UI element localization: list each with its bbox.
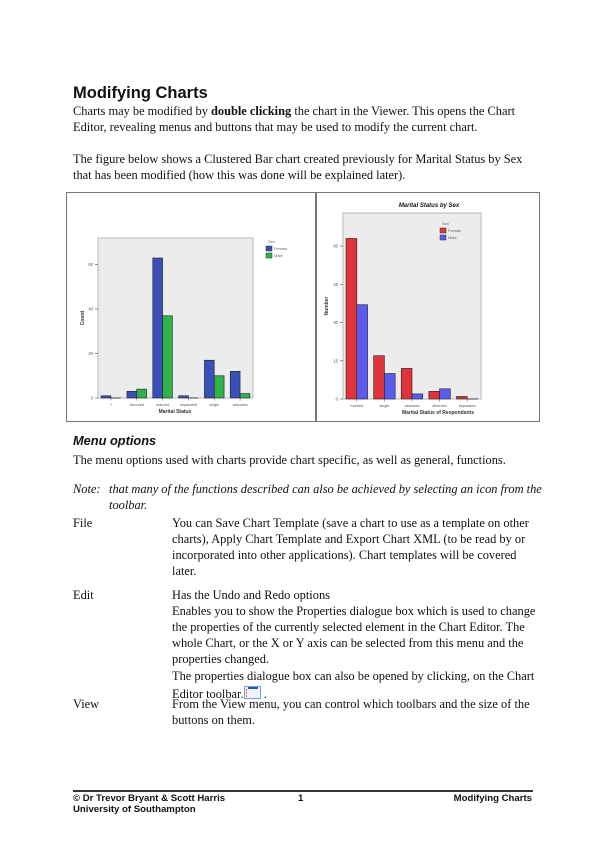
term-view: View: [73, 697, 100, 711]
bar-female-single: [204, 360, 214, 398]
intro-text-rest: the chart in the Viewer. This opens the Chart Editor, revealing menus and buttons that may be used to modify the current chart.: [73, 104, 516, 134]
legend-title: Sex: [442, 221, 449, 226]
x-tick-label: single: [379, 404, 390, 408]
y-axis-title: Count: [80, 310, 86, 326]
bar-male-divorced: [137, 389, 147, 398]
bar-male-single: [384, 374, 395, 399]
legend-swatch-female: [440, 228, 446, 233]
footer-copyright: © Dr Trevor Bryant & Scott Harris: [73, 793, 226, 804]
chart-title: Marital Status by Sex: [398, 203, 460, 209]
bar-female-divorced: [127, 391, 137, 398]
intro-paragraph-1: [73, 103, 543, 135]
footer-authors: [73, 793, 225, 815]
menu-options-heading: Menu options: [73, 433, 157, 448]
edit-trailing: .: [260, 687, 267, 701]
x-tick-label: divorced: [129, 403, 144, 407]
x-tick-label: married: [156, 403, 170, 407]
y-tick-label: 0: [335, 396, 338, 402]
bar-female-widowed: [230, 371, 240, 398]
legend-label-male: Male: [274, 253, 283, 259]
bar-male-widowed: [240, 394, 250, 398]
x-tick-label: widowed: [232, 403, 248, 407]
legend-swatch-male: [266, 253, 272, 258]
x-tick-label: married: [350, 404, 364, 408]
term-edit: Edit: [73, 588, 94, 602]
right-chart: [316, 193, 540, 420]
legend-label-female: Female: [448, 228, 462, 234]
footer-university: University of Southampton: [73, 804, 196, 815]
desc-view: From the View menu, you can control which toolbars and the size of the buttons on them.: [172, 697, 530, 727]
footer-rule: [73, 790, 533, 792]
bar-male-divorced: [440, 389, 451, 399]
y-tick-label: 0: [90, 395, 93, 401]
note-label: Note:: [73, 482, 101, 496]
x-axis-title: Marital Status: [158, 409, 192, 415]
bar-female-widowed: [401, 368, 412, 399]
intro-bold-text: double clicking: [211, 104, 292, 118]
bar-female-married: [153, 258, 163, 398]
legend-title: Sex: [268, 239, 275, 244]
x-tick-label: divorced: [432, 404, 447, 408]
bar-male-married: [163, 316, 173, 398]
edit-line-undo: Has the Undo and Redo options: [172, 588, 330, 602]
x-axis-title: Marital Status of Respondents: [402, 410, 474, 416]
bar-male-single: [214, 376, 224, 398]
left-chart: [67, 193, 314, 420]
page-title: Modifying Charts: [73, 84, 208, 102]
y-tick-label: 30: [333, 320, 338, 326]
desc-edit: [172, 587, 537, 703]
bar-female-married: [346, 238, 357, 399]
legend-label-male: Male: [448, 235, 457, 241]
bar-female-?: [101, 396, 111, 398]
x-tick-label: widowed: [404, 404, 420, 408]
y-tick-label: 60: [333, 243, 338, 249]
legend-label-female: Female: [274, 246, 288, 252]
y-tick-label: 45: [333, 281, 338, 287]
x-tick-label: single: [209, 403, 220, 407]
y-tick-label: 40: [88, 306, 93, 312]
menu-options-intro: The menu options used with charts provide chart specific, as well as general, functions.: [73, 453, 506, 467]
bar-male-married: [357, 305, 368, 399]
plot-area: [98, 238, 253, 398]
x-tick-label: separated: [179, 403, 197, 407]
x-tick-label: separated: [458, 404, 476, 408]
y-tick-label: 20: [88, 351, 93, 357]
footer-page-number: 1: [298, 793, 304, 804]
intro-text: Charts may be modified by: [73, 104, 211, 118]
bar-male-widowed: [412, 394, 423, 399]
bar-female-single: [374, 356, 385, 399]
edit-line-properties: Enables you to show the Properties dialogue box which is used to change the properties of the currently selected element in the Chart Editor. The whole Chart, or the X or Y axis can be selected from this menu and the properties changed.: [172, 604, 536, 666]
legend-swatch-female: [266, 246, 272, 251]
term-file: File: [73, 516, 93, 530]
bar-female-separated: [179, 396, 189, 398]
intro-paragraph-2: The figure below shows a Clustered Bar chart created previously for Marital Status by Sex that has been modified (how this was done will be explained later).: [73, 152, 523, 182]
footer-section: Modifying Charts: [453, 793, 532, 804]
y-axis-title: Number: [324, 296, 330, 316]
note-text: that many of the functions described can also be achieved by selecting an icon from the toolbar.: [109, 482, 542, 512]
chart-figure: [66, 192, 540, 422]
edit-toolbar-text: The properties dialogue box can also be opened by clicking, on the Chart Editor toolbar.: [172, 669, 535, 701]
bar-female-separated: [456, 396, 467, 399]
x-tick-label: ?: [109, 403, 112, 407]
y-tick-label: 60: [88, 262, 93, 268]
desc-file: You can Save Chart Template (save a chart to use as a template on other charts), Apply Chart Template and Export Chart XML (to be read by or incorporated into other applications). Chart templates will be covered later.: [172, 516, 529, 578]
bar-female-divorced: [429, 391, 440, 399]
legend-swatch-male: [440, 235, 446, 240]
y-tick-label: 15: [333, 358, 338, 364]
